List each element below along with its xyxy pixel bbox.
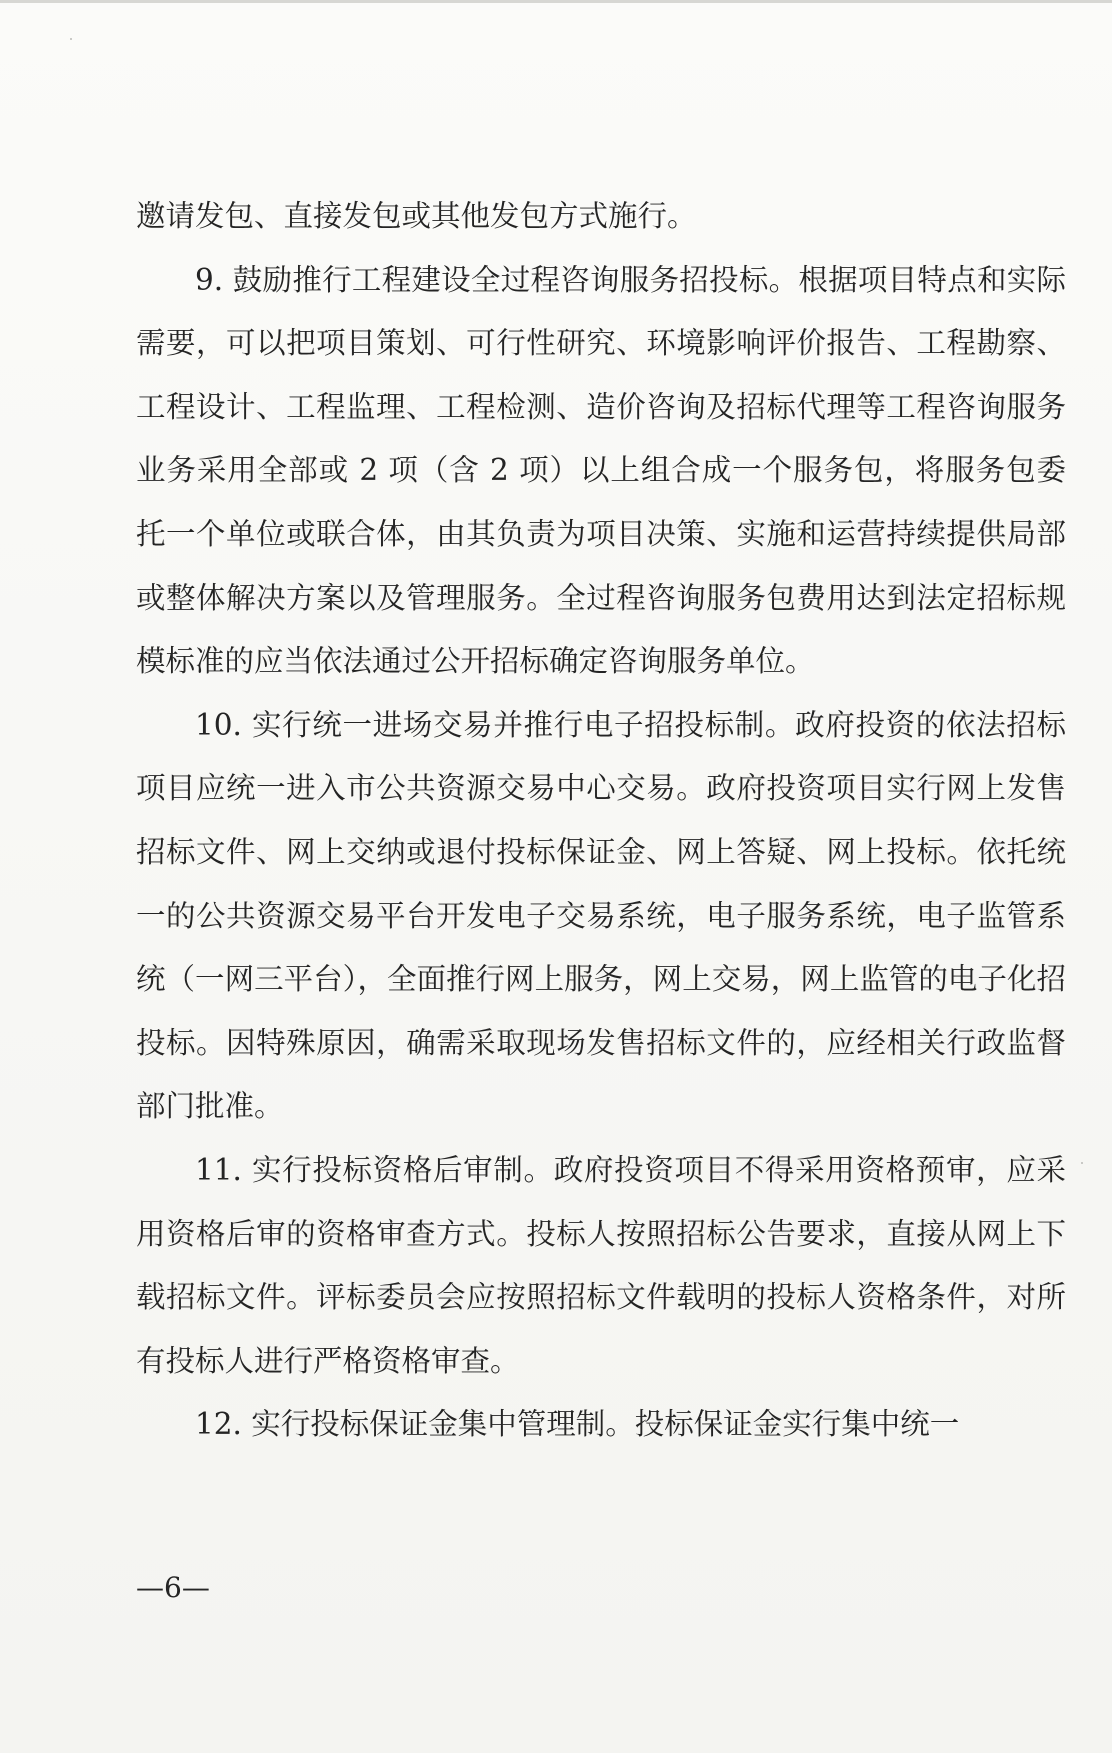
scan-top-edge	[0, 0, 1112, 3]
paragraph-item-10: 10. 实行统一进场交易并推行电子招投标制。政府投资的依法招标项目应统一进入市公共资源交易中心交易。政府投资项目实行网上发售招标文件、网上交纳或退付投标保证金、网上答疑、网上投标。依托统一的公共资源交易平台开发电子交易系统，电子服务系统，电子监管系统（一网三平台），全面推行网上服务，网上交易，网上监管的电子化招投标。因特殊原因，确需采取现场发售招标文件的，应经相关行政监督部门批准。	[136, 707, 1066, 1124]
paragraph-item-9: 9. 鼓励推行工程建设全过程咨询服务招投标。根据项目特点和实际需要，可以把项目策划、可行性研究、环境影响评价报告、工程勘察、工程设计、工程监理、工程检测、造价咨询及招标代理等工程咨询服务业务采用全部或 2 项（含 2 项）以上组合成一个服务包，将服务包委托一个单位或联合体，由其负责为项目决策、实施和运营持续提供局部或整体解决方案以及管理服务。全过程咨询服务包费用达到法定招标规模标准的应当依法通过公开招标确定咨询服务单位。	[136, 262, 1066, 679]
scan-speck	[1081, 1162, 1083, 1164]
document-body	[136, 185, 1066, 1457]
page-number: —6—	[136, 1571, 210, 1604]
paragraph-item-11: 11. 实行投标资格后审制。政府投资项目不得采用资格预审，应采用资格后审的资格审查方式。投标人按照招标公告要求，直接从网上下载招标文件。评标委员会应按照招标文件载明的投标人资格条件，对所有投标人进行严格资格审查。	[136, 1152, 1066, 1378]
scan-speck	[70, 38, 72, 40]
paragraph-continuation: 邀请发包、直接发包或其他发包方式施行。	[136, 199, 697, 233]
paragraph-item-12: 12. 实行投标保证金集中管理制。投标保证金实行集中统一	[195, 1407, 960, 1442]
